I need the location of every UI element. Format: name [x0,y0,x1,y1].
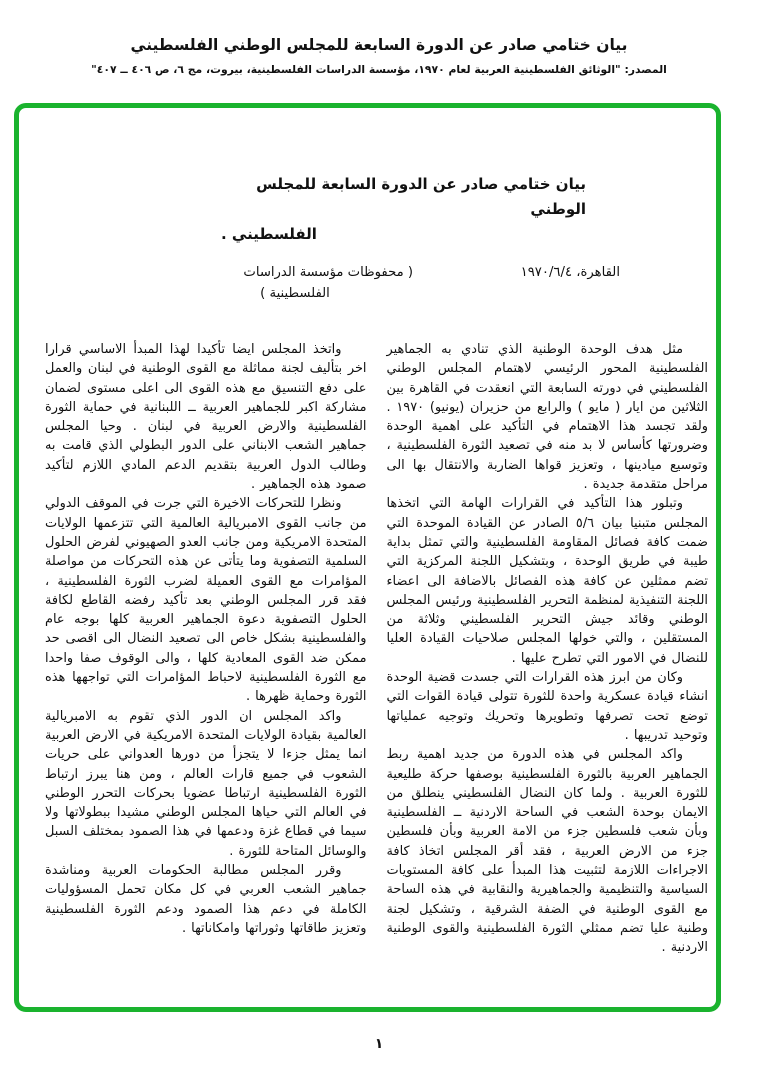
paragraph: ونظرا للتحركات الاخيرة التي جرت في الموقف الدولي من جانب القوى الامبريالية العالمية التي تتزعمها الولايات المتحدة الامريكية ومن جانب العدو الصهيوني لفرض الحلول السلمية التصفوية وما يتأتى عن هذه التحركات من مواصلة المؤامرات مع القوى العميلة لضرب الثورة الفلسطينية ، فقد قرر المجلس الوطني بعد تأكيد رفضه القاطع لكافة الحلول التصفوية دعوة الجماهير العربية كلها بوجه عام والفلسطينية بشكل خاص الى تصعيد النضال الى اقصى حد ممكن ضد القوى المعادية كلها ، والى الوقوف صفا واحدا مع الثورة الفلسطينية لاحباط المؤامرات التي تواجهها هذه الثورة وحماية ظهرها . [45,496,367,705]
paragraph: مثل هدف الوحدة الوطنية الذي تنادي به الجماهير الفلسطينية المحور الرئيسي لاهتمام المجلس الوطني الفلسطيني في دورته السابعة التي انعقدت في القاهرة بين الثلاثين من ايار ( مايو ) والرابع من حزيران (يونيو) ١٩٧٠ . ولقد تجسد هذا الاهتمام في التأكيد على اهمية الوحدة وضرورتها كأساس لا بد منه في تصعيد الثورة الفلسطينية ، وتوسيع ميادينها ، وتعزيز قواها الضاربة والانتقال بها الى مراحل متقدمة جديدة . [386,342,708,493]
paragraph: واكد المجلس في هذه الدورة من جديد اهمية ربط الجماهير العربية بالثورة الفلسطينية بوصفها حركة طليعية للثورة العربية . ولما كان النضال الفلسطيني ينطلق من الايمان بوحدة الشعب في الساحة الاردنية ــ الفلسطينية وبأن شعب فلسطين جزء من الامة العربية وبأن فلسطين جزء من الارض العربية ، فقد أقر المجلس اتخاذ كافة الاجراءات اللازمة لتثبيت هذا المبدأ على كافة المستويات السياسية والتنظيمية والجماهيرية والنقابية في هذه الساحة مع القوى الوطنية في الضفة الشرقية ، وتشكيل لجنة وطنية عليا تضم ممثلي الثورة الفلسطينية والقوى الوطنية الاردنية . [386,747,708,956]
document-frame [14,103,721,1012]
archive-note-line1: ( محفوظات مؤسسة الدراسات [243,265,413,280]
paragraph: وتبلور هذا التأكيد في القرارات الهامة التي اتخذها المجلس متبنيا بيان ٥/٦ الصادر عن القيادة الموحدة التي ضمت كافة فصائل المقاومة الفلسطينية والتي تمثل بداية طيبة في طريق الوحدة ، وبتشكيل اللجنة المركزية التي تضم ممثلين عن كافة هذه الفصائل بالاضافة الى اعضاء اللجنة التنفيذية لمنظمة التحرير الفلسطينية ورئيس المجلس الوطني وقائد جيش التحرير الفلسطيني وثلاثة من المستقلين ، والتي خولها المجلس صلاحيات القيادة العليا للنضال في الامور التي تطرح عليها . [386,496,708,666]
archive-note-line2: الفلسطينية ) [260,286,330,301]
paragraph: وقرر المجلس مطالبة الحكومات العربية ومناشدة جماهير الشعب العربي في كل مكان تحمل المسؤوليات الكاملة في دعم هذا الصمود ودعم الثورة الفلسطينية وتعزيز طاقاتها وثوراتها وامكاناتها . [45,863,367,936]
archive-note [177,262,413,304]
dateline-row [19,262,716,304]
page-number: ١ [374,1036,384,1052]
body-columns [19,340,716,958]
document-title-line1: بيان ختامي صادر عن الدورة السابعة للمجلس الوطني [256,175,586,218]
document-title-line2: الفلسطيني . [221,225,317,243]
page-footer [0,1036,758,1052]
document-title [221,172,586,247]
page-title: بيان ختامي صادر عن الدورة السابعة للمجلس الوطني الفلسطيني [130,36,628,54]
outer-header [0,0,758,76]
paragraph: واكد المجلس ان الدور الذي تقوم به الامبريالية العالمية بقيادة الولايات المتحدة الامريكية في الارض العربية انما يمثل جزءا لا يتجزأ من دورها العدواني على حريات الشعوب في جميع قارات العالم ، ومن هنا يبرز ارتباط الثورة الفلسطينية ارتباطا عضويا بحركات التحرر الوطني في العالم التي حياها المجلس الوطني مشيدا ببطولاتها ولا سيما في قطاع غزة ودعمها في هذا الصمود بمختلف السبل والوسائل المتاحة للثورة . [45,708,367,859]
paragraph: وكان من ابرز هذه القرارات التي جسدت قضية الوحدة انشاء قيادة عسكرية واحدة للثورة تتولى قيادة القوات التي توضع تحت تصرفها وتطويرها وتحريك وتوجيه عملياتها وتوحيد تدريبها . [386,670,708,743]
column-right [387,340,709,958]
paragraph: واتخذ المجلس ايضا تأكيدا لهذا المبدأ الاساسي قرارا اخر بتأليف لجنة مماثلة مع القوى الوطنية في لبنان والعمل على دفع التنسيق مع هذه القوى الى اعلى مستوى لضمان مشاركة اكبر للجماهير العربية ــ اللبنانية في حماية الثورة الفلسطينية والارض العربية في لبنان . وحيا المجلس جماهير الشعب الابناني على الدور البطولي الذي قامت به وطالب الدول العربية بتقديم الدعم المادي اللازم لتأكيد صمود هذه الجماهير . [45,342,367,493]
column-left [45,340,367,958]
source-line: المصدر: "الوثائق الفلسطينية العربية لعام ١٩٧٠، مؤسسة الدراسات الفلسطينية، بيروت، مج ٦، ص ٤٠٦ ــ ٤٠٧" [91,63,667,76]
dateline: القاهرة، ١٩٧٠/٦/٤ [520,265,620,280]
